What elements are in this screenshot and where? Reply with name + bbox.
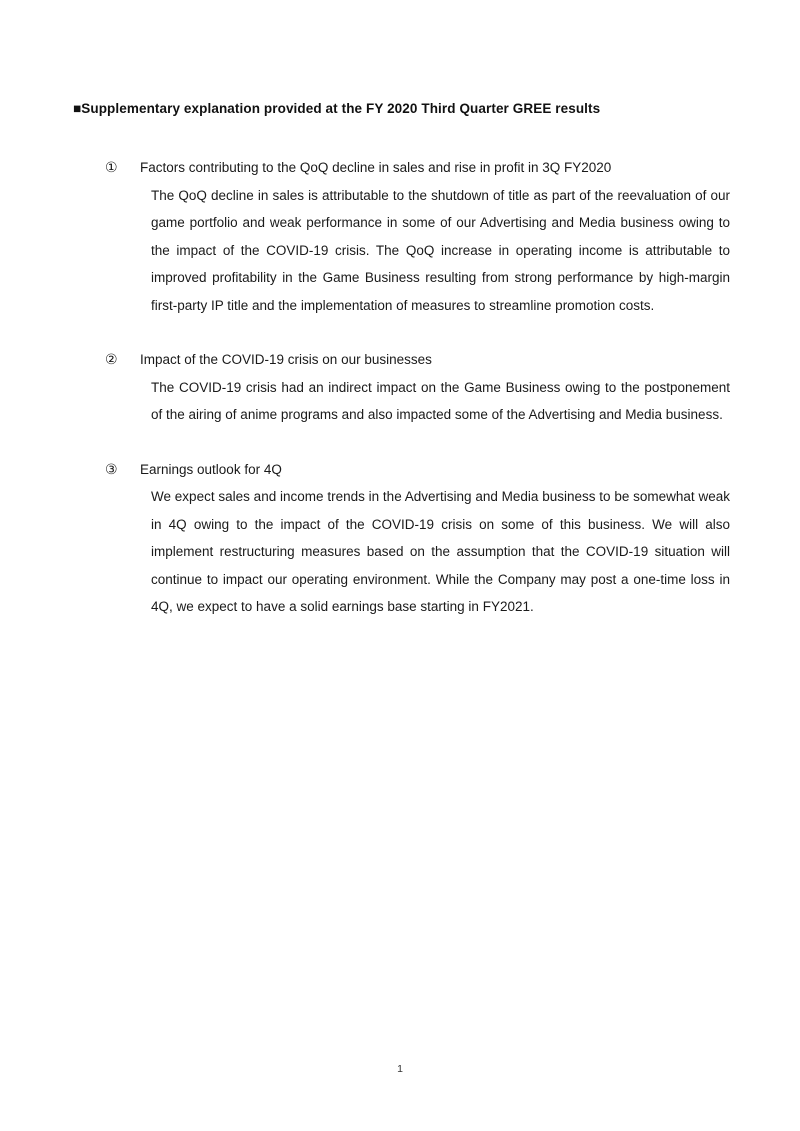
- section-2-marker: ②: [105, 351, 118, 367]
- page-number: 1: [397, 1063, 403, 1075]
- section-2-heading: Impact of the COVID-19 crisis on our businesses: [140, 352, 432, 367]
- section-3: [105, 456, 730, 621]
- document-title: ■Supplementary explanation provided at the FY 2020 Third Quarter GREE results: [73, 101, 601, 116]
- section-3-heading: Earnings outlook for 4Q: [140, 461, 282, 477]
- section-2-heading-row: [105, 346, 730, 374]
- section-3-body: We expect sales and income trends in the Advertising and Media business to be somewhat weak in 4Q owing to the impact of the COVID-19 crisis on some of this business. We will also implement restructuring measures based on the assumption that the COVID-19 situation will continue to impact our operating environment. While the Company may post a one-time loss in 4Q, we expect to have a solid earnings base starting in FY2021.: [151, 489, 730, 614]
- section-list: [0, 154, 800, 621]
- section-1-heading: Factors contributing to the QoQ decline in sales and rise in profit in 3Q FY2020: [140, 160, 612, 175]
- section-1: [105, 154, 730, 319]
- section-3-marker: ③: [105, 460, 118, 477]
- section-2: [105, 346, 730, 429]
- section-1-heading-row: [105, 154, 730, 182]
- section-1-marker: ①: [105, 159, 118, 175]
- section-1-body: The QoQ decline in sales is attributable to the shutdown of title as part of the reevaluation of our game portfolio and weak performance in some of our Advertising and Media business owing to the impact of the COVID-19 crisis. The QoQ increase in operating income is attributable to improved profitability in the Game Business resulting from strong performance by high-margin first-party IP title and the implementation of measures to streamline promotion costs.: [151, 187, 730, 313]
- section-2-body: The COVID-19 crisis had an indirect impact on the Game Business owing to the postponement of the airing of anime programs and also impacted some of the Advertising and Media business.: [151, 379, 730, 422]
- section-3-heading-row: [105, 456, 730, 484]
